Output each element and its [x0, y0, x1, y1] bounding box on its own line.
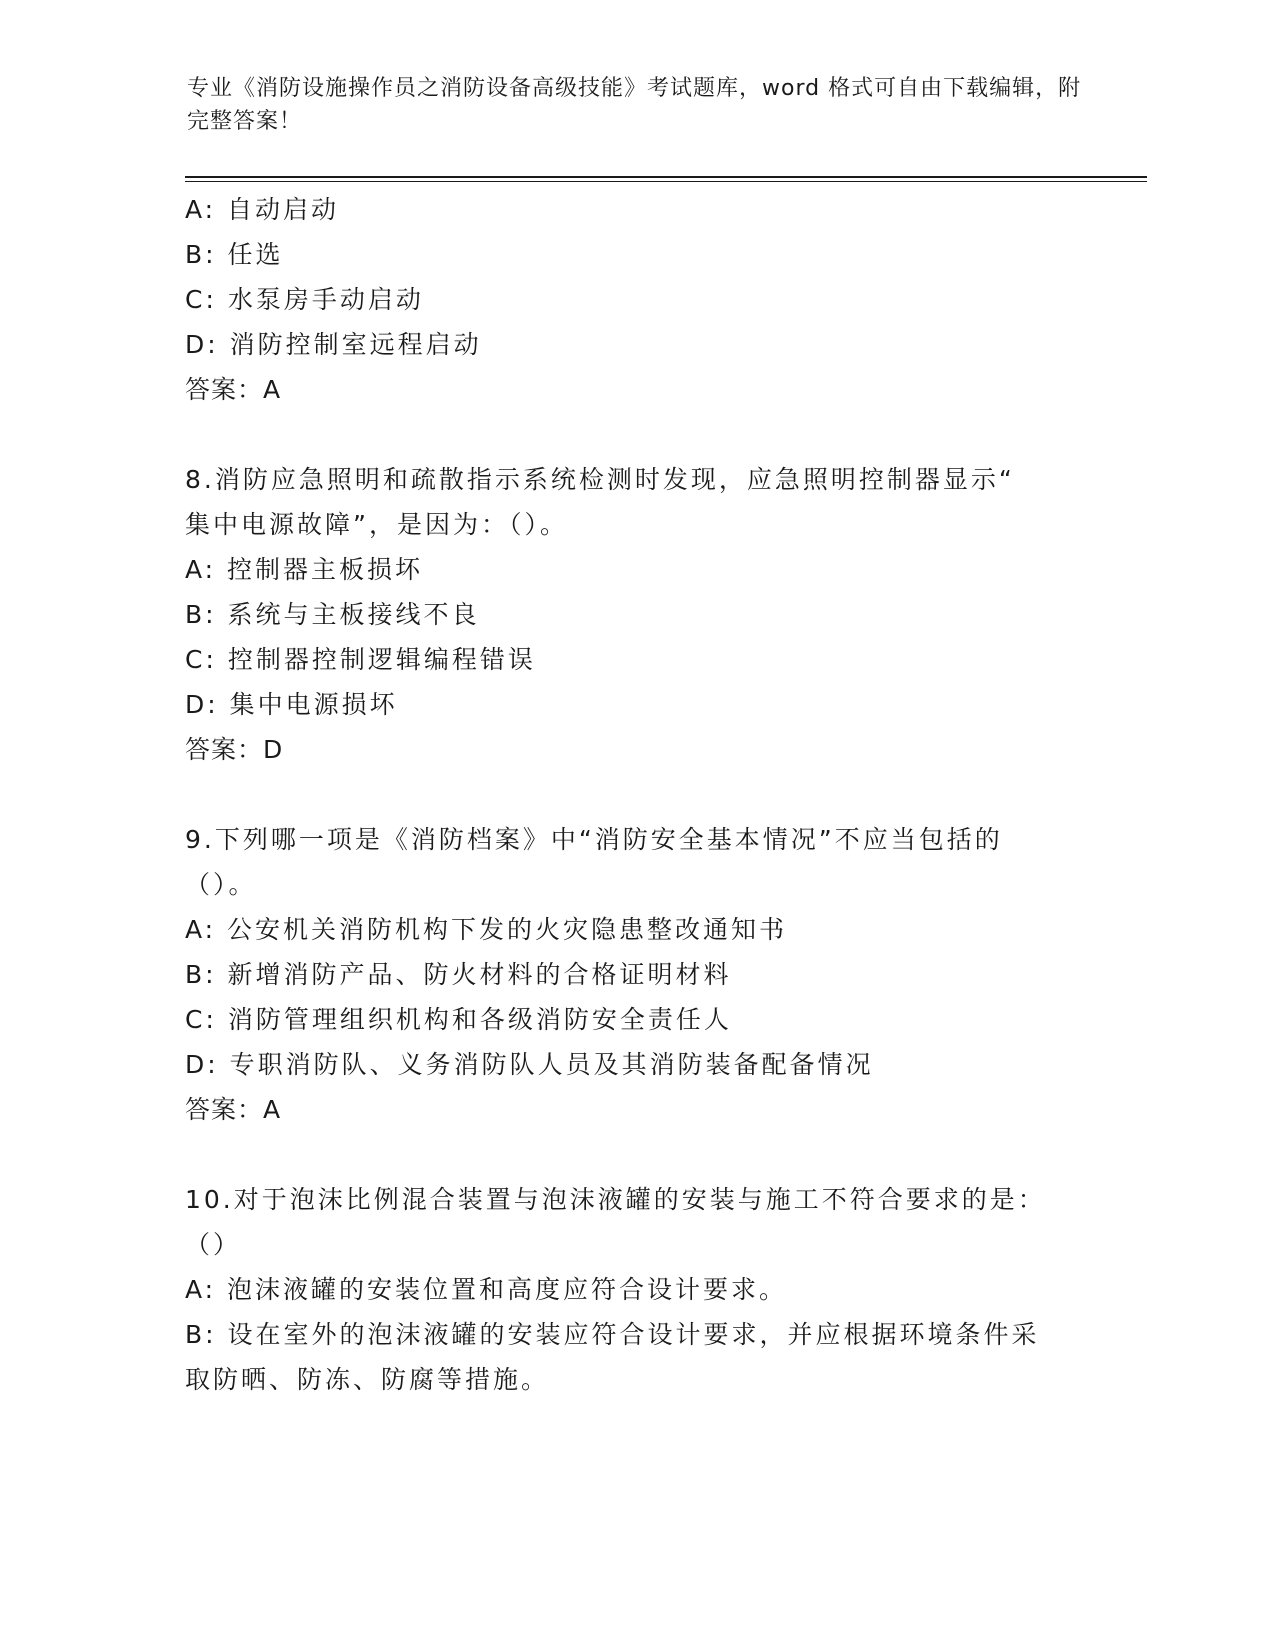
option-b: B: 系统与主板接线不良	[185, 600, 480, 629]
option-d: D: 消防控制室远程启动	[185, 330, 482, 359]
answer-label: 答案：D	[185, 735, 284, 764]
question-9-block	[185, 817, 1085, 1132]
option-a: A: 自动启动	[185, 195, 340, 224]
option-a: A: 泡沫液罐的安装位置和高度应符合设计要求。	[185, 1275, 788, 1304]
question-9-stem-line2: （）。	[185, 870, 257, 899]
question-10-block	[185, 1177, 1085, 1402]
option-a: A: 公安机关消防机构下发的火灾隐患整改通知书	[185, 915, 788, 944]
question-9-stem-line1: 9.下列哪一项是《消防档案》中“消防安全基本情况”不应当包括的	[185, 825, 1003, 854]
option-c: C: 消防管理组织机构和各级消防安全责任人	[185, 1005, 732, 1034]
option-b: B: 新增消防产品、防火材料的合格证明材料	[185, 960, 732, 989]
option-b: B: 设在室外的泡沫液罐的安装应符合设计要求，并应根据环境条件采	[185, 1320, 1040, 1349]
question-content	[185, 187, 1085, 1402]
option-b: B: 任选	[185, 240, 284, 269]
question-8-stem-line2: 集中电源故障”，是因为：（）。	[185, 510, 568, 539]
answer-label: 答案：A	[185, 375, 282, 404]
question-8-block	[185, 457, 1085, 772]
option-c: C: 控制器控制逻辑编程错误	[185, 645, 536, 674]
spacer	[185, 1132, 1085, 1177]
option-d: D: 集中电源损坏	[185, 690, 398, 719]
option-c: C: 水泵房手动启动	[185, 285, 424, 314]
spacer	[185, 412, 1085, 457]
spacer	[185, 772, 1085, 817]
question-7-block	[185, 187, 1085, 412]
header-divider	[185, 176, 1147, 178]
answer-label: 答案：A	[185, 1095, 282, 1124]
option-d: D: 专职消防队、义务消防队人员及其消防装备配备情况	[185, 1050, 874, 1079]
option-a: A: 控制器主板损坏	[185, 555, 424, 584]
question-10-stem-line2: （）	[185, 1230, 242, 1259]
document-header: 专业《消防设施操作员之消防设备高级技能》考试题库，word 格式可自由下载编辑，附完整答案！	[187, 76, 1082, 134]
question-8-stem-line1: 8.消防应急照明和疏散指示系统检测时发现，应急照明控制器显示“	[185, 465, 1015, 494]
option-b-continued: 取防晒、防冻、防腐等措施。	[185, 1365, 550, 1394]
question-10-stem-line1: 10.对于泡沫比例混合装置与泡沫液罐的安装与施工不符合要求的是：	[185, 1185, 1046, 1214]
header-divider-thin	[185, 181, 1147, 182]
